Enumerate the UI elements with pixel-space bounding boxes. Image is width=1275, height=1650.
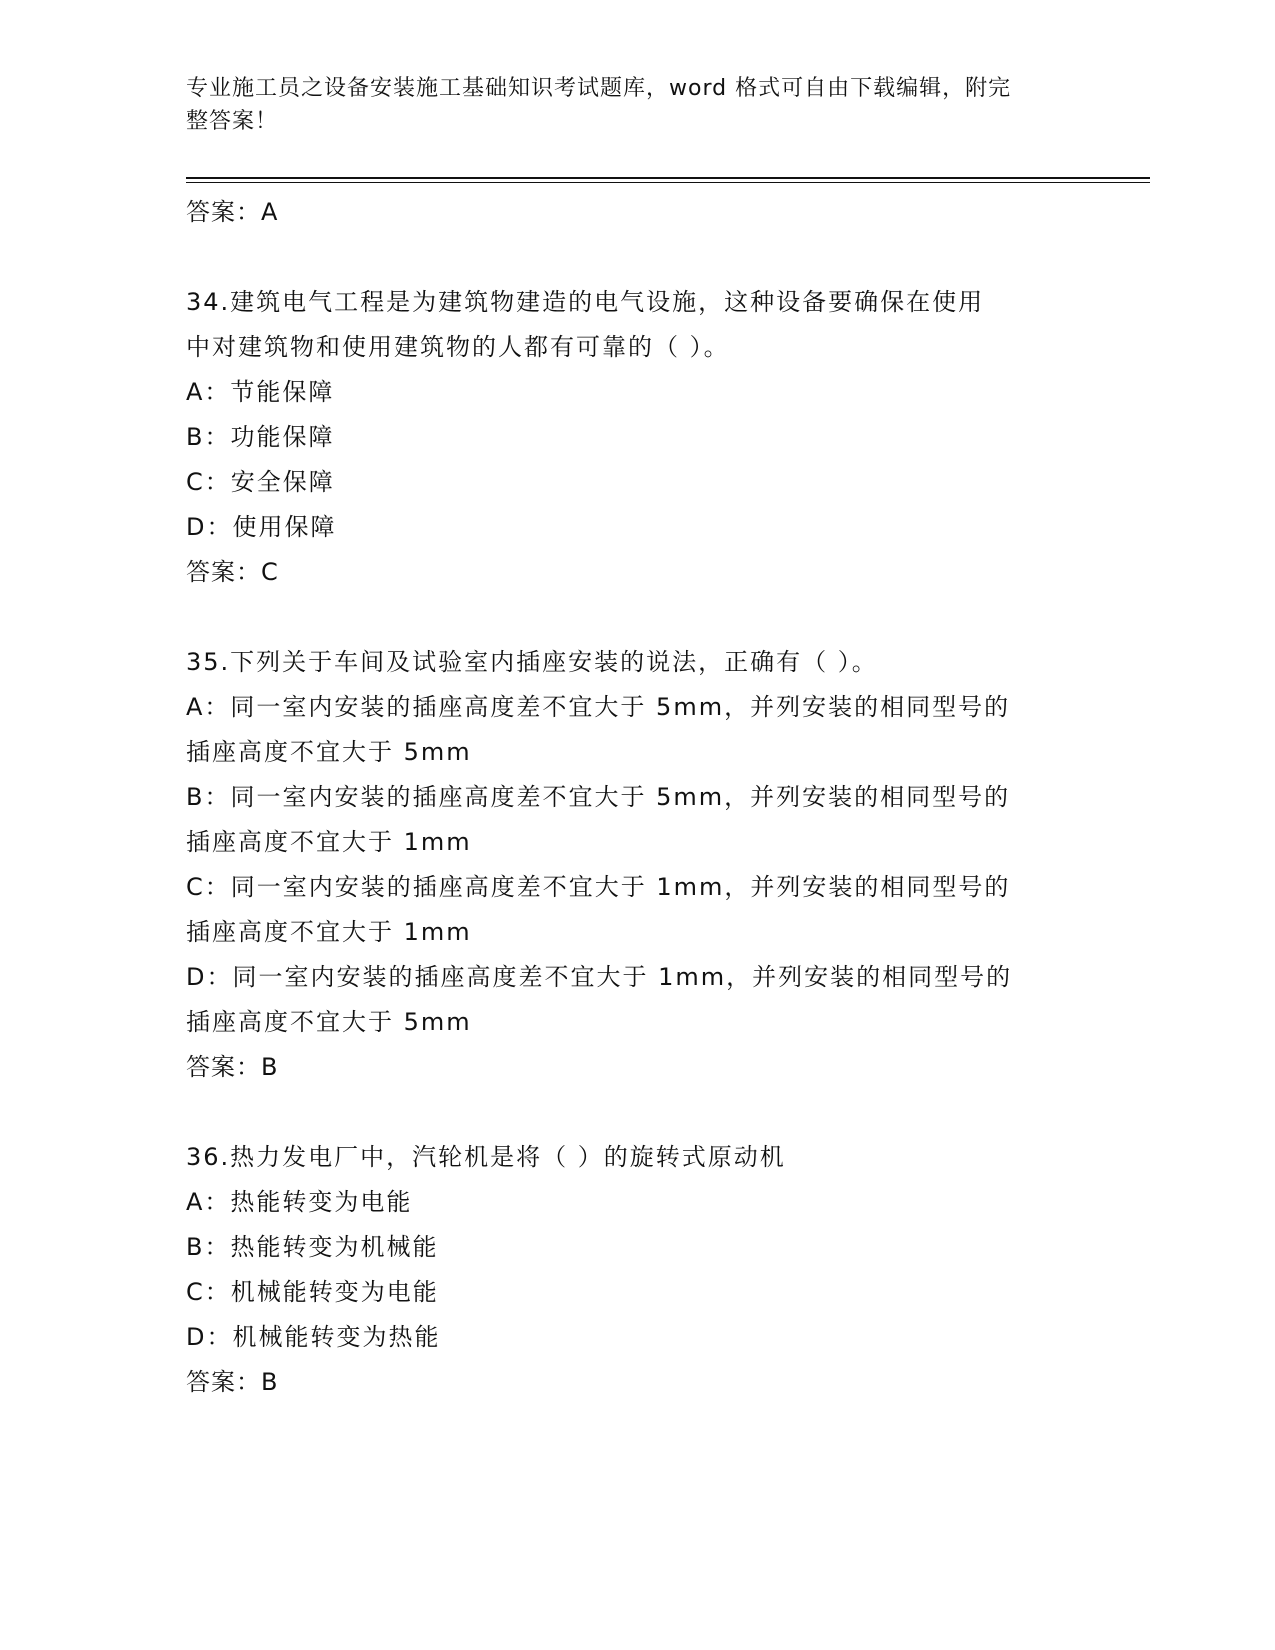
option-d: D：机械能转变为热能 <box>186 1323 441 1351</box>
option-c: C：机械能转变为电能 <box>186 1278 439 1306</box>
header-rule-thin <box>186 182 1150 183</box>
question-text: 34.建筑电气工程是为建筑物建造的电气设施，这种设备要确保在使用 <box>186 288 985 316</box>
option-a: A：热能转变为电能 <box>186 1188 413 1216</box>
option-c: C：同一室内安装的插座高度差不宜大于 1mm，并列安装的相同型号的 <box>186 873 1011 901</box>
spacer <box>186 1090 1086 1135</box>
question-34 <box>186 280 1086 595</box>
option-a: A：同一室内安装的插座高度差不宜大于 5mm，并列安装的相同型号的 <box>186 693 1011 721</box>
header-rule-thick <box>186 177 1150 179</box>
question-35 <box>186 640 1086 1090</box>
option-b-continued: 插座高度不宜大于 1mm <box>186 828 472 856</box>
header-line-1: 专业施工员之设备安装施工基础知识考试题库，word 格式可自由下载编辑，附完 <box>186 76 1012 101</box>
option-a: A：节能保障 <box>186 378 335 406</box>
question-text: 中对建筑物和使用建筑物的人都有可靠的（ ）。 <box>186 333 730 361</box>
answer-line: 答案：B <box>186 1053 279 1081</box>
option-c: C：安全保障 <box>186 468 335 496</box>
answer-line: 答案：C <box>186 558 279 586</box>
answer-line: 答案：A <box>186 198 279 226</box>
question-text: 35.下列关于车间及试验室内插座安装的说法，正确有（ ）。 <box>186 648 878 676</box>
option-b: B：热能转变为机械能 <box>186 1233 439 1261</box>
spacer <box>186 235 1086 280</box>
document-body <box>186 190 1086 1405</box>
option-a-continued: 插座高度不宜大于 5mm <box>186 738 472 766</box>
option-d-continued: 插座高度不宜大于 5mm <box>186 1008 472 1036</box>
answer-line: 答案：B <box>186 1368 279 1396</box>
option-b: B：功能保障 <box>186 423 335 451</box>
question-36 <box>186 1135 1086 1405</box>
option-d: D：使用保障 <box>186 513 337 541</box>
document-header <box>186 72 1066 138</box>
spacer <box>186 595 1086 640</box>
option-d: D：同一室内安装的插座高度差不宜大于 1mm，并列安装的相同型号的 <box>186 963 1013 991</box>
option-b: B：同一室内安装的插座高度差不宜大于 5mm，并列安装的相同型号的 <box>186 783 1011 811</box>
header-line-2: 整答案！ <box>186 109 279 134</box>
option-c-continued: 插座高度不宜大于 1mm <box>186 918 472 946</box>
question-text: 36.热力发电厂中，汽轮机是将（ ）的旋转式原动机 <box>186 1143 786 1171</box>
